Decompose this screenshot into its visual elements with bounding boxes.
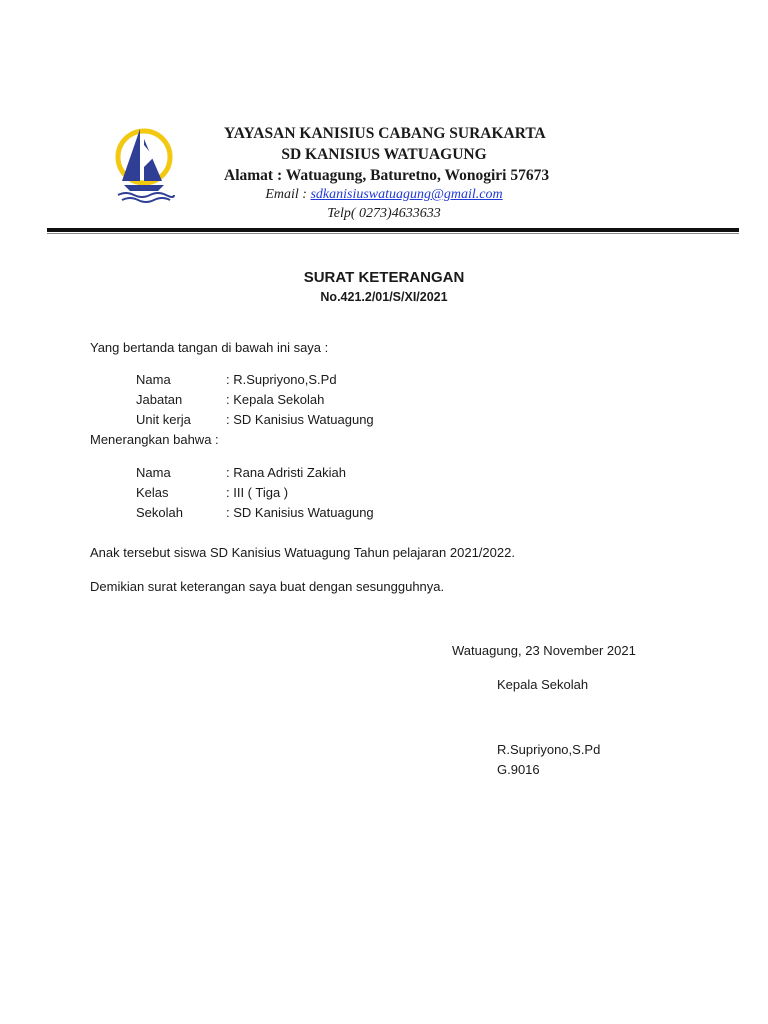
- signer-position-value: : Kepala Sekolah: [226, 392, 325, 407]
- foundation-name: YAYASAN KANISIUS CABANG SURAKARTA: [224, 125, 546, 142]
- letter-number: No.421.2/01/S/XI/2021: [320, 290, 448, 304]
- header-divider-shadow: [47, 233, 739, 234]
- signer-position-label: Jabatan: [136, 392, 183, 407]
- signer-name: R.Supriyono,S.Pd: [497, 742, 601, 757]
- school-logo: [108, 123, 180, 205]
- school-name: SD KANISIUS WATUAGUNG: [281, 146, 487, 163]
- student-name-value: : Rana Adristi Zakiah: [226, 465, 346, 480]
- signer-position: Kepala Sekolah: [497, 677, 589, 692]
- header-divider: [47, 228, 739, 232]
- student-name-label: Nama: [136, 465, 171, 480]
- school-email: [224, 187, 544, 203]
- intro-text: Yang bertanda tangan di bawah ini saya :: [90, 340, 329, 355]
- school-address: Alamat : Watuagung, Baturetno, Wonogiri 57673: [224, 167, 550, 184]
- email-label: Email :: [265, 187, 311, 202]
- letter-title: SURAT KETERANGAN: [303, 269, 465, 286]
- signer-name-value: : R.Supriyono,S.Pd: [226, 372, 337, 387]
- closing-text: Demikian surat keterangan saya buat dengan sesungguhnya.: [90, 579, 445, 594]
- explains-text: Menerangkan bahwa :: [90, 432, 219, 447]
- signer-id: G.9016: [497, 762, 540, 777]
- student-school-value: : SD Kanisius Watuagung: [226, 505, 374, 520]
- signer-unit-label: Unit kerja: [136, 412, 191, 427]
- place-date: Watuagung, 23 November 2021: [452, 643, 636, 658]
- student-class-label: Kelas: [136, 485, 169, 500]
- school-phone: Telp( 0273)4633633: [327, 206, 441, 221]
- email-link[interactable]: sdkanisiuswatuagung@gmail.com: [310, 187, 503, 202]
- sailboat-logo-icon: [108, 123, 180, 205]
- statement-text: Anak tersebut siswa SD Kanisius Watuagung Tahun pelajaran 2021/2022.: [90, 545, 515, 560]
- student-class-value: : III ( Tiga ): [226, 485, 289, 500]
- signer-unit-value: : SD Kanisius Watuagung: [226, 412, 374, 427]
- signer-name-label: Nama: [136, 372, 171, 387]
- student-school-label: Sekolah: [136, 505, 183, 520]
